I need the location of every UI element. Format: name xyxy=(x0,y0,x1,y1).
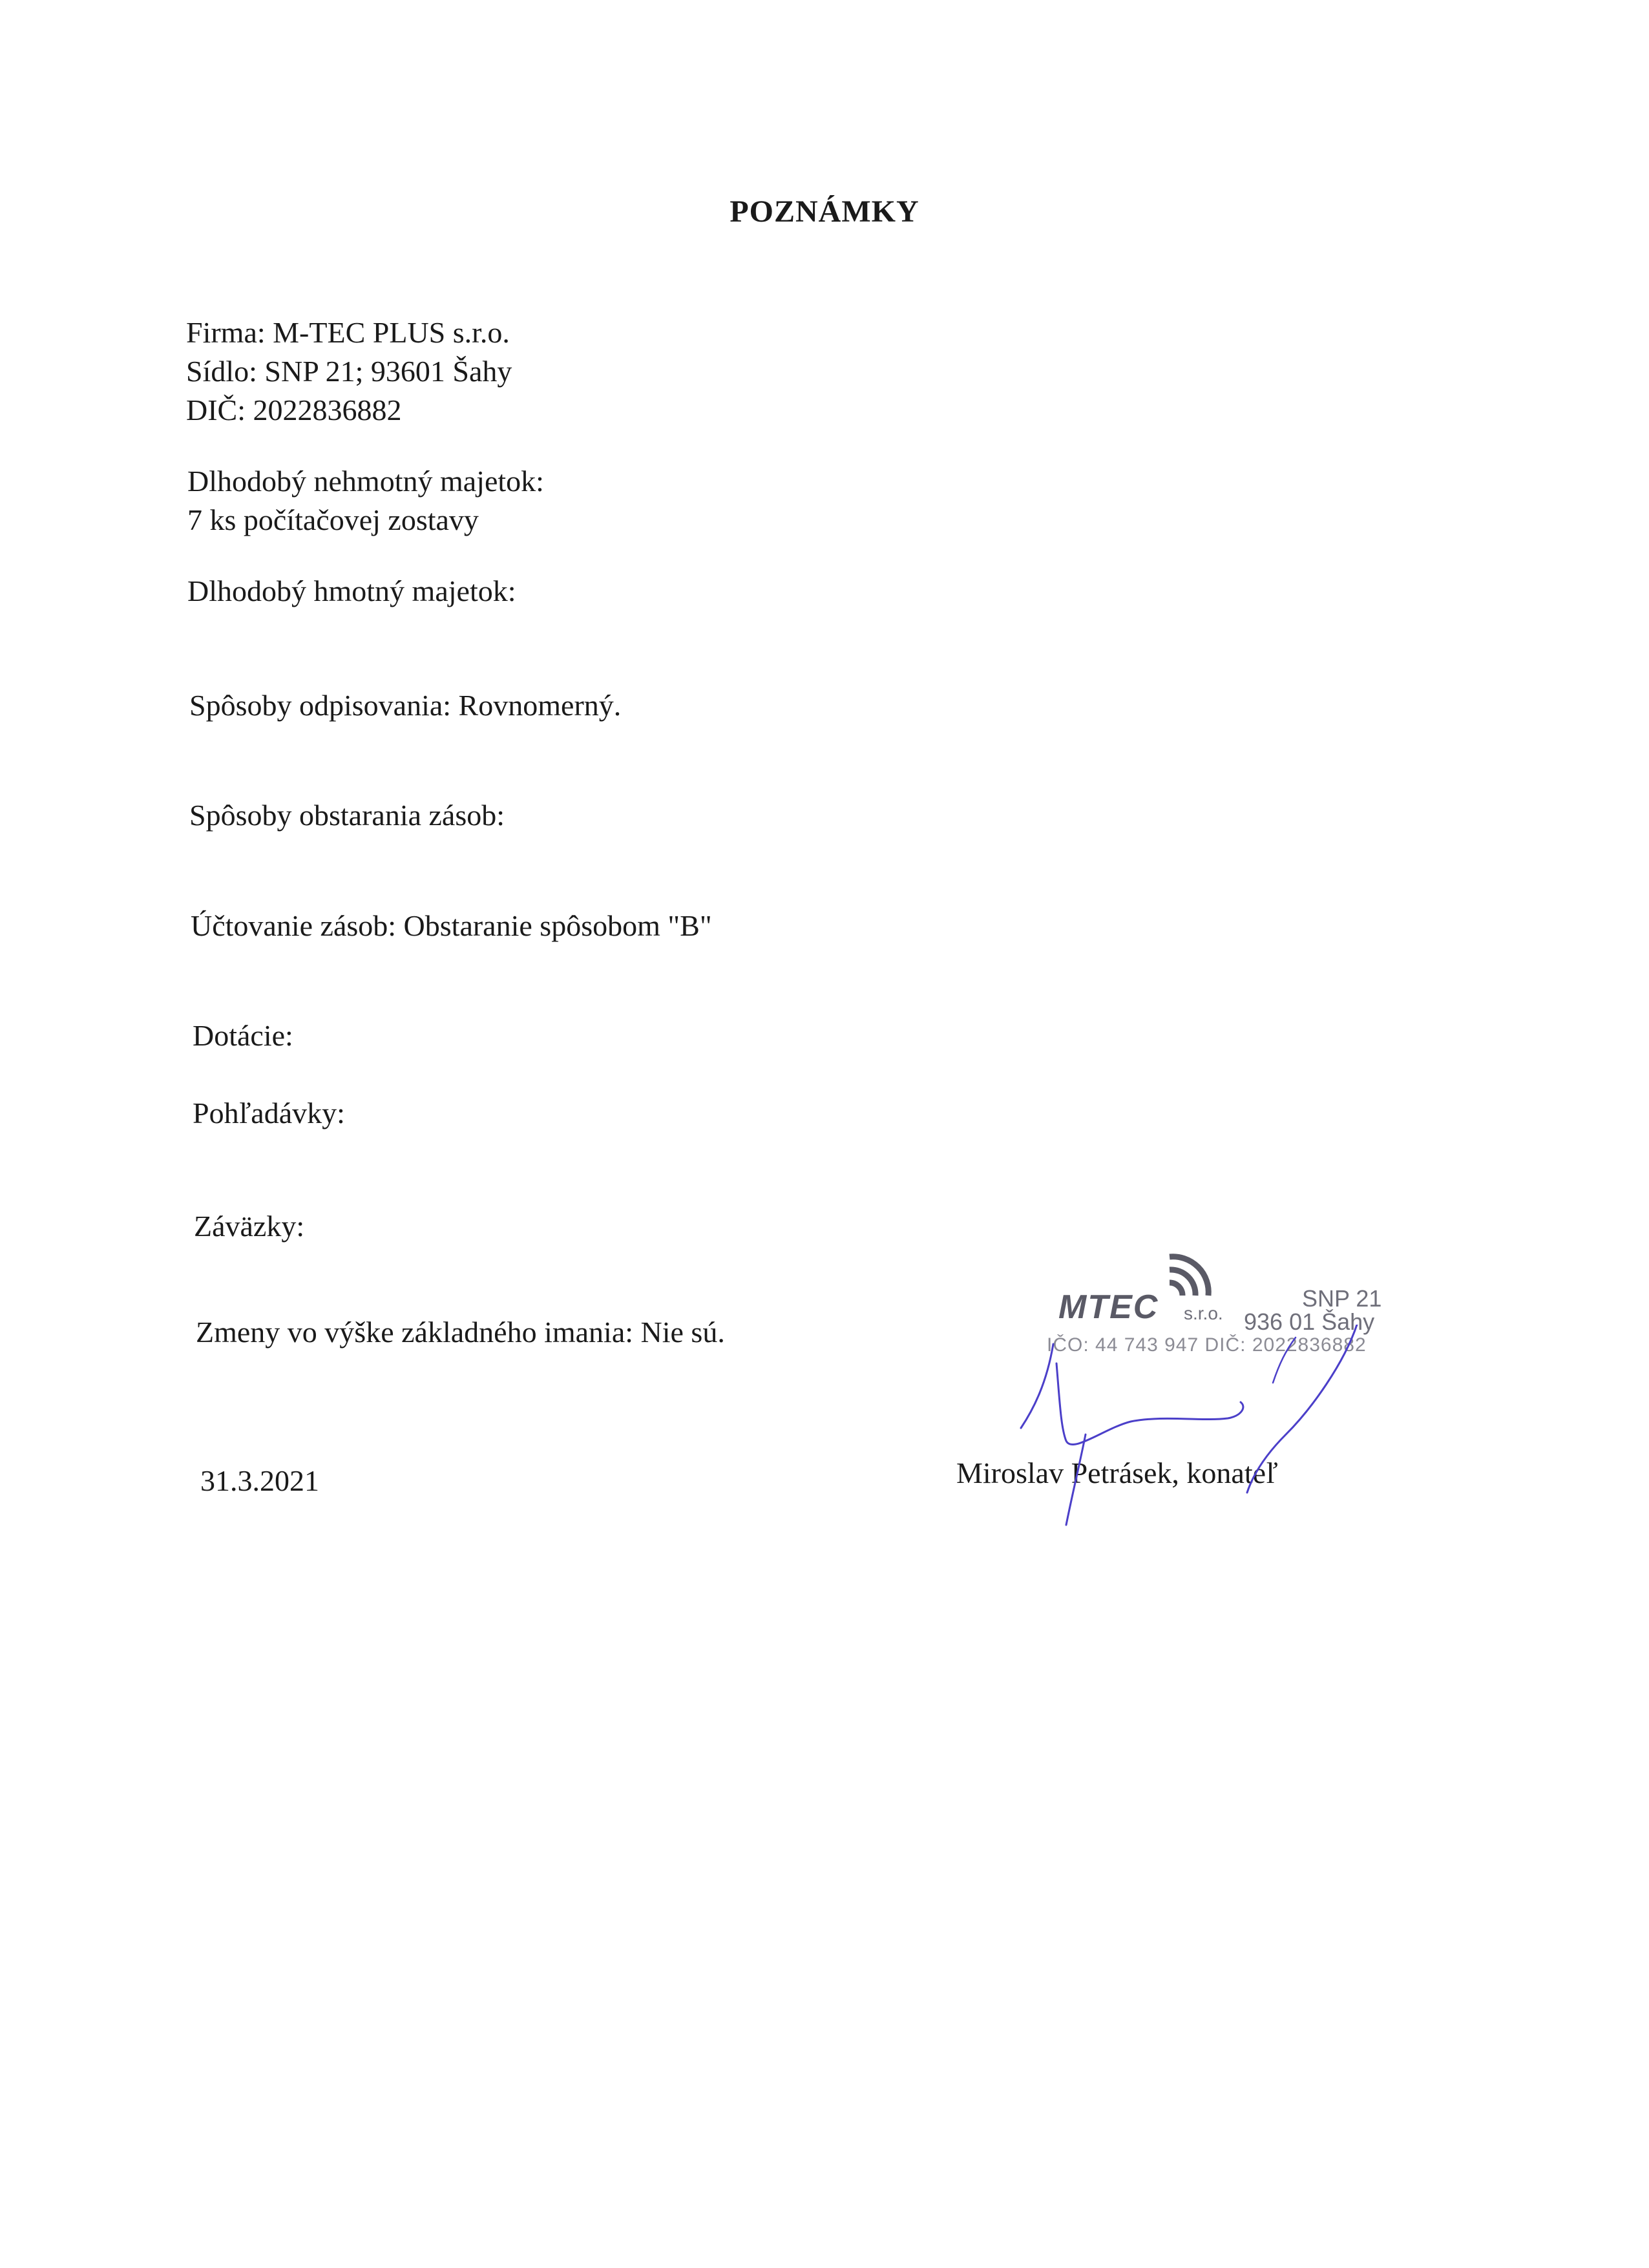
signatory-name: Miroslav Petrásek, konateľ xyxy=(956,1456,1278,1489)
receivables: Pohľadávky: xyxy=(193,1097,345,1129)
document-title: POZNÁMKY xyxy=(730,194,919,229)
liabilities: Záväzky: xyxy=(194,1210,305,1243)
tangible-assets-label: Dlhodobý hmotný majetok: xyxy=(187,574,516,607)
stamp-logo-text: MTEC xyxy=(1058,1288,1159,1326)
wifi-logo-icon xyxy=(1163,1244,1221,1302)
document-date: 31.3.2021 xyxy=(200,1464,319,1497)
inventory-acquisition: Spôsoby obstarania zásob: xyxy=(189,799,505,832)
company-seat: Sídlo: SNP 21; 93601 Šahy xyxy=(186,355,512,388)
handwritten-signature xyxy=(1008,1325,1409,1531)
capital-changes: Zmeny vo výške základného imania: Nie sú. xyxy=(196,1316,725,1349)
inventory-accounting: Účtovanie zásob: Obstaranie spôsobom "B" xyxy=(191,909,712,942)
stamp-sro: s.r.o. xyxy=(1184,1303,1223,1323)
stamp-address-line2: 936 01 Šahy xyxy=(1244,1308,1375,1335)
intangible-assets-label: Dlhodobý nehmotný majetok: xyxy=(187,465,544,498)
stamp-ids: IČO: 44 743 947 DIČ: 2022836882 xyxy=(1047,1334,1367,1356)
company-name: Firma: M-TEC PLUS s.r.o. xyxy=(186,316,510,349)
stamp-address-line1: SNP 21 xyxy=(1302,1285,1382,1312)
intangible-assets-value: 7 ks počítačovej zostavy xyxy=(187,503,479,536)
company-tax-id: DIČ: 2022836882 xyxy=(186,394,402,426)
depreciation-methods: Spôsoby odpisovania: Rovnomerný. xyxy=(189,689,622,722)
subsidies: Dotácie: xyxy=(193,1019,293,1052)
